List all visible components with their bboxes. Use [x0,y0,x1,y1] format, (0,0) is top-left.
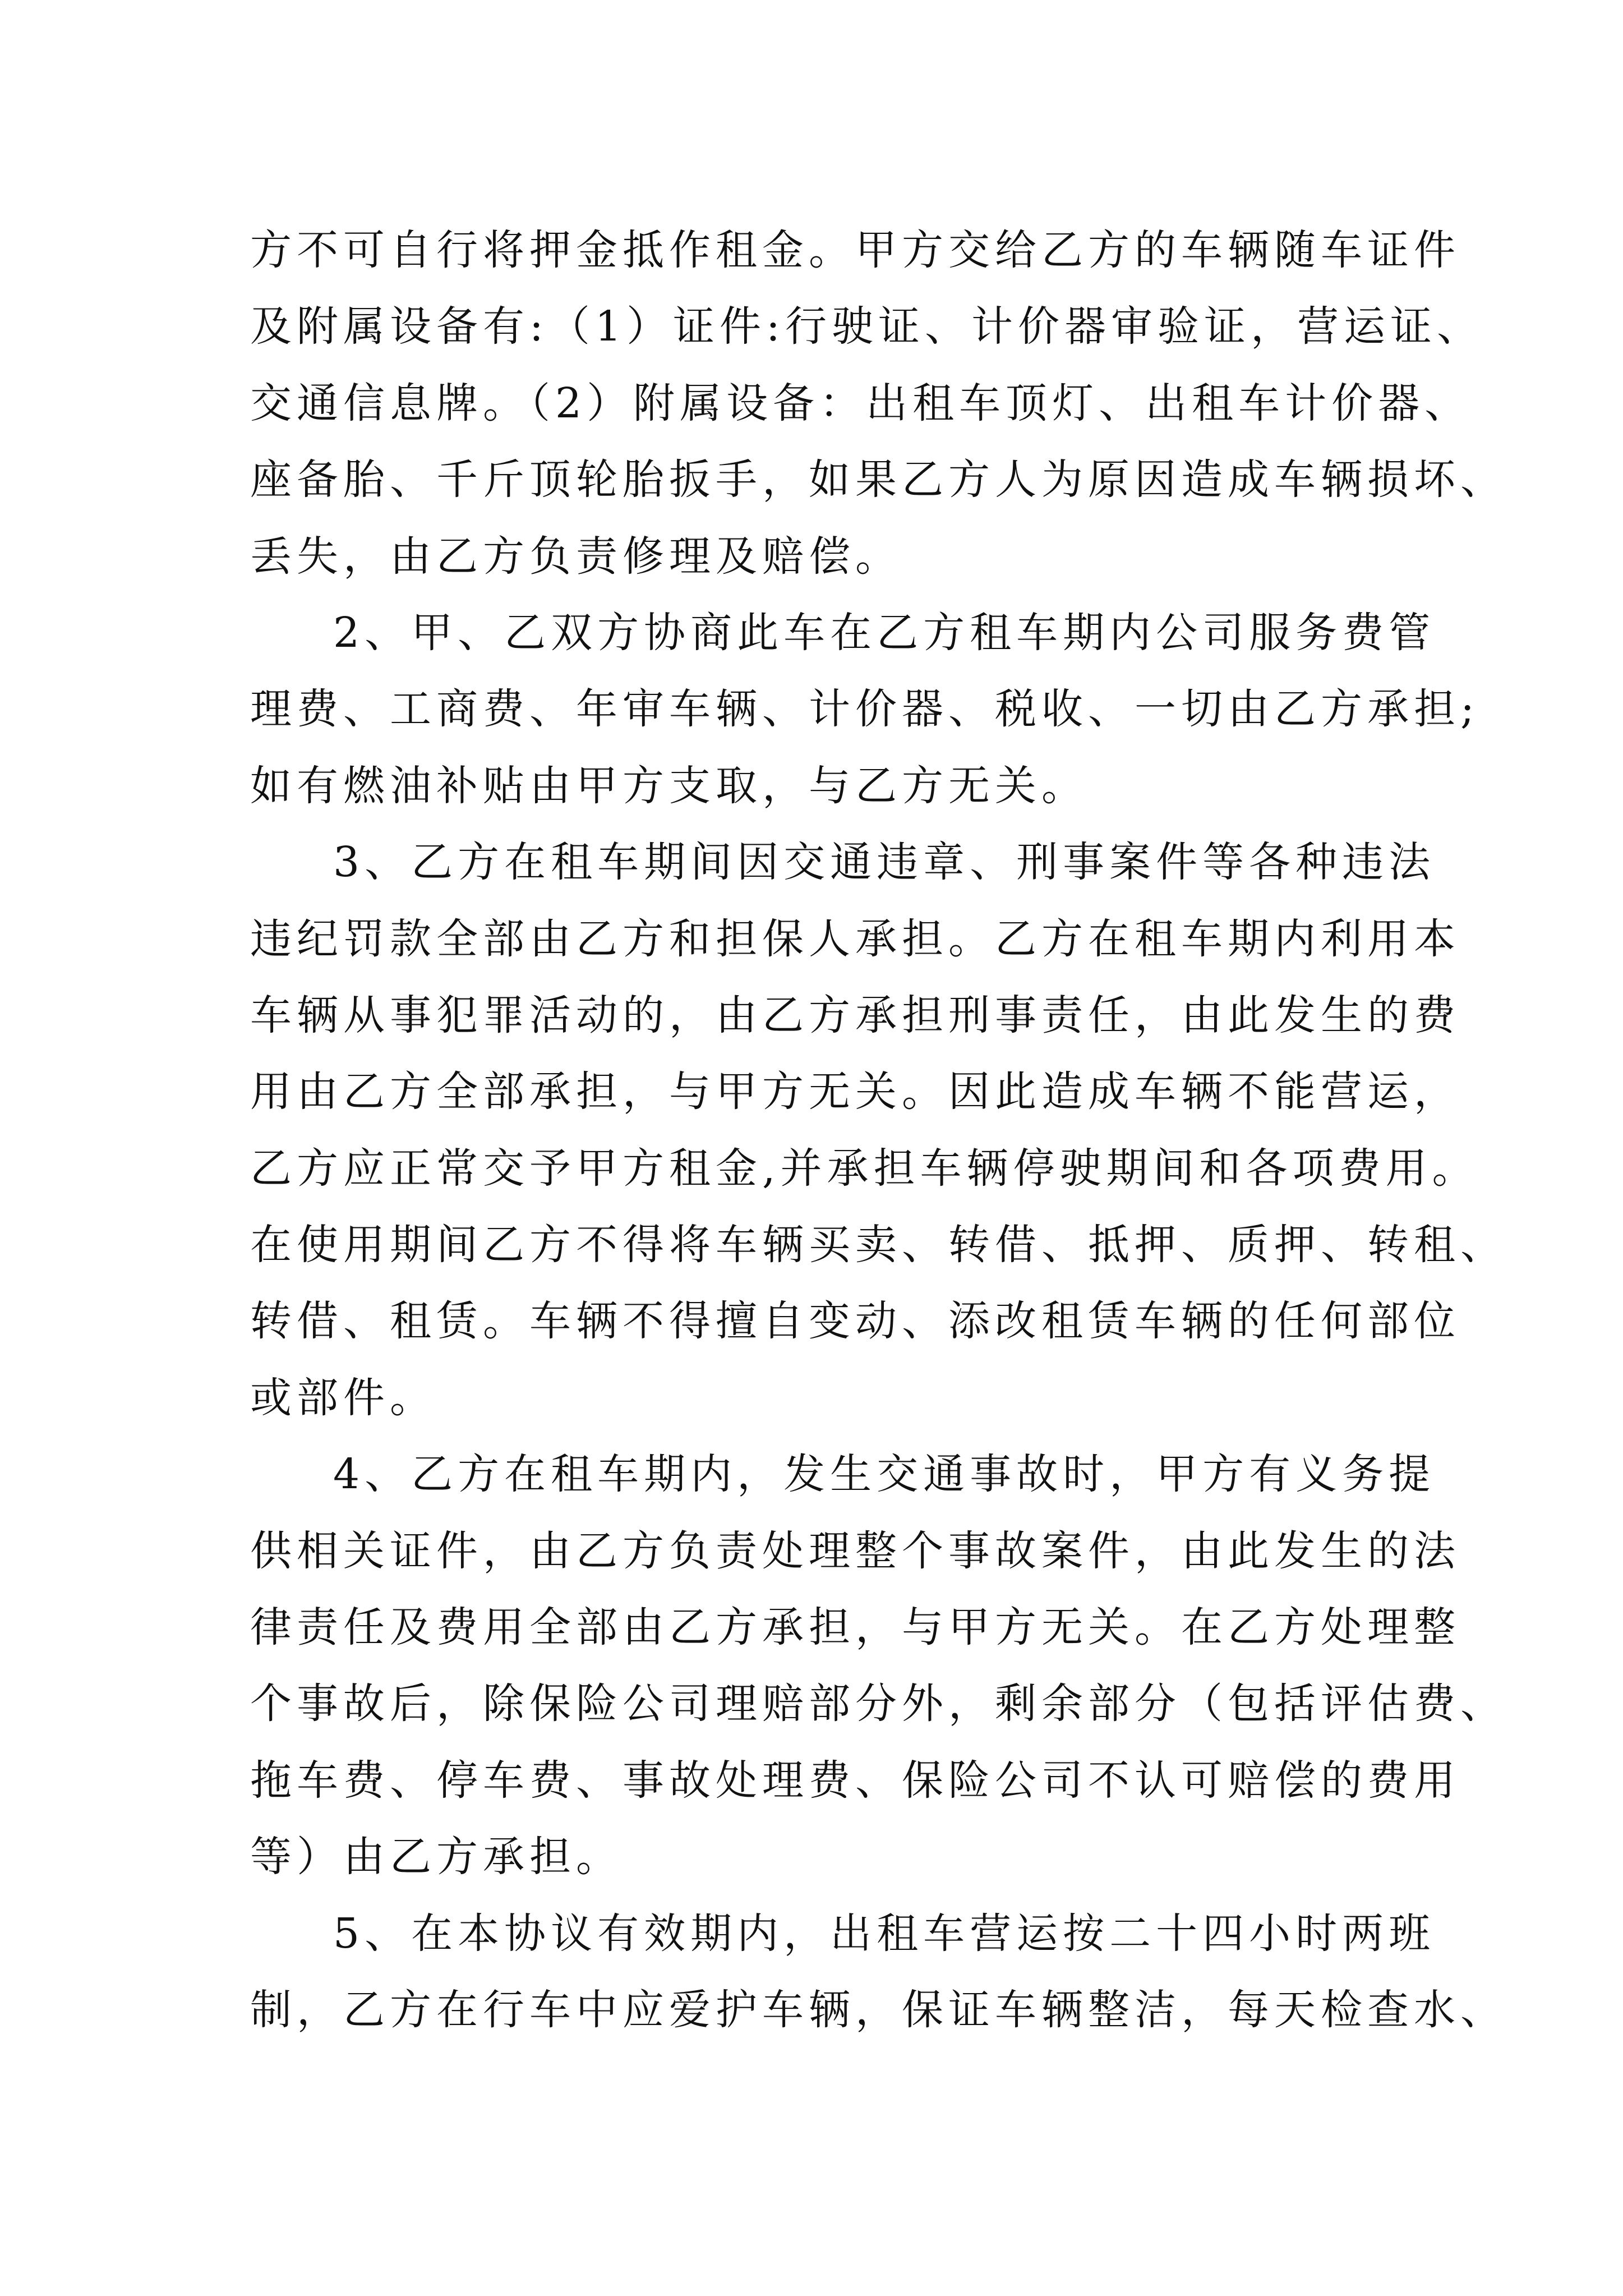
paragraph-3-first-line: 3、乙方在租车期间因交通违章、刑事案件等各种违法 [333,838,1436,887]
text-line: 交通信息牌。（2）附属设备：出租车顶灯、出租车计价器、 [250,379,1472,427]
text-line: 理费、工商费、年审车辆、计价器、税收、一切由乙方承担; [250,685,1479,734]
text-line: 丢失，由乙方负责修理及赔偿。 [250,532,902,581]
text-line: 在使用期间乙方不得将车辆买卖、转借、抵押、质押、转租、 [250,1221,1507,1269]
text-line: 用由乙方全部承担，与甲方无关。因此造成车辆不能营运， [250,1068,1460,1116]
text-line: 及附属设备有:（1）证件:行驶证、计价器审验证，营运证、 [250,302,1483,351]
text-line: 个事故后，除保险公司理赔部分外，剩余部分（包括评估费、 [250,1680,1507,1728]
text-line: 如有燃油补贴由甲方支取，与乙方无关。 [250,761,1088,810]
text-line: 乙方应正常交予甲方租金,并承担车辆停驶期间和各项费用。 [250,1144,1479,1193]
paragraph-5-first-line: 5、在本协议有效期内，出租车营运按二十四小时两班 [333,1909,1436,1958]
text-line: 等）由乙方承担。 [250,1833,623,1881]
text-line: 转借、租赁。车辆不得擅自变动、添改租赁车辆的任何部位 [250,1297,1460,1346]
text-line: 拖车费、停车费、事故处理费、保险公司不认可赔偿的费用 [250,1756,1460,1805]
text-line: 律责任及费用全部由乙方承担，与甲方无关。在乙方处理整 [250,1603,1460,1652]
text-line: 方不可自行将押金抵作租金。甲方交给乙方的车辆随车证件 [250,226,1460,274]
document-page [250,212,1507,2048]
text-line: 或部件。 [250,1373,436,1422]
paragraph-2-first-line: 2、甲、乙双方协商此车在乙方租车期内公司服务费管 [333,608,1436,657]
paragraph-4-first-line: 4、乙方在租车期内，发生交通事故时，甲方有义务提 [333,1450,1436,1499]
text-line: 车辆从事犯罪活动的，由乙方承担刑事责任，由此发生的费 [250,991,1460,1039]
text-line: 供相关证件，由乙方负责处理整个事故案件，由此发生的法 [250,1526,1460,1575]
text-line: 座备胎、千斤顶轮胎扳手，如果乙方人为原因造成车辆损坏、 [250,455,1507,504]
text-line: 违纪罚款全部由乙方和担保人承担。乙方在租车期内利用本 [250,914,1460,963]
text-line: 制，乙方在行车中应爱护车辆，保证车辆整洁，每天检查水、 [250,1985,1507,2034]
